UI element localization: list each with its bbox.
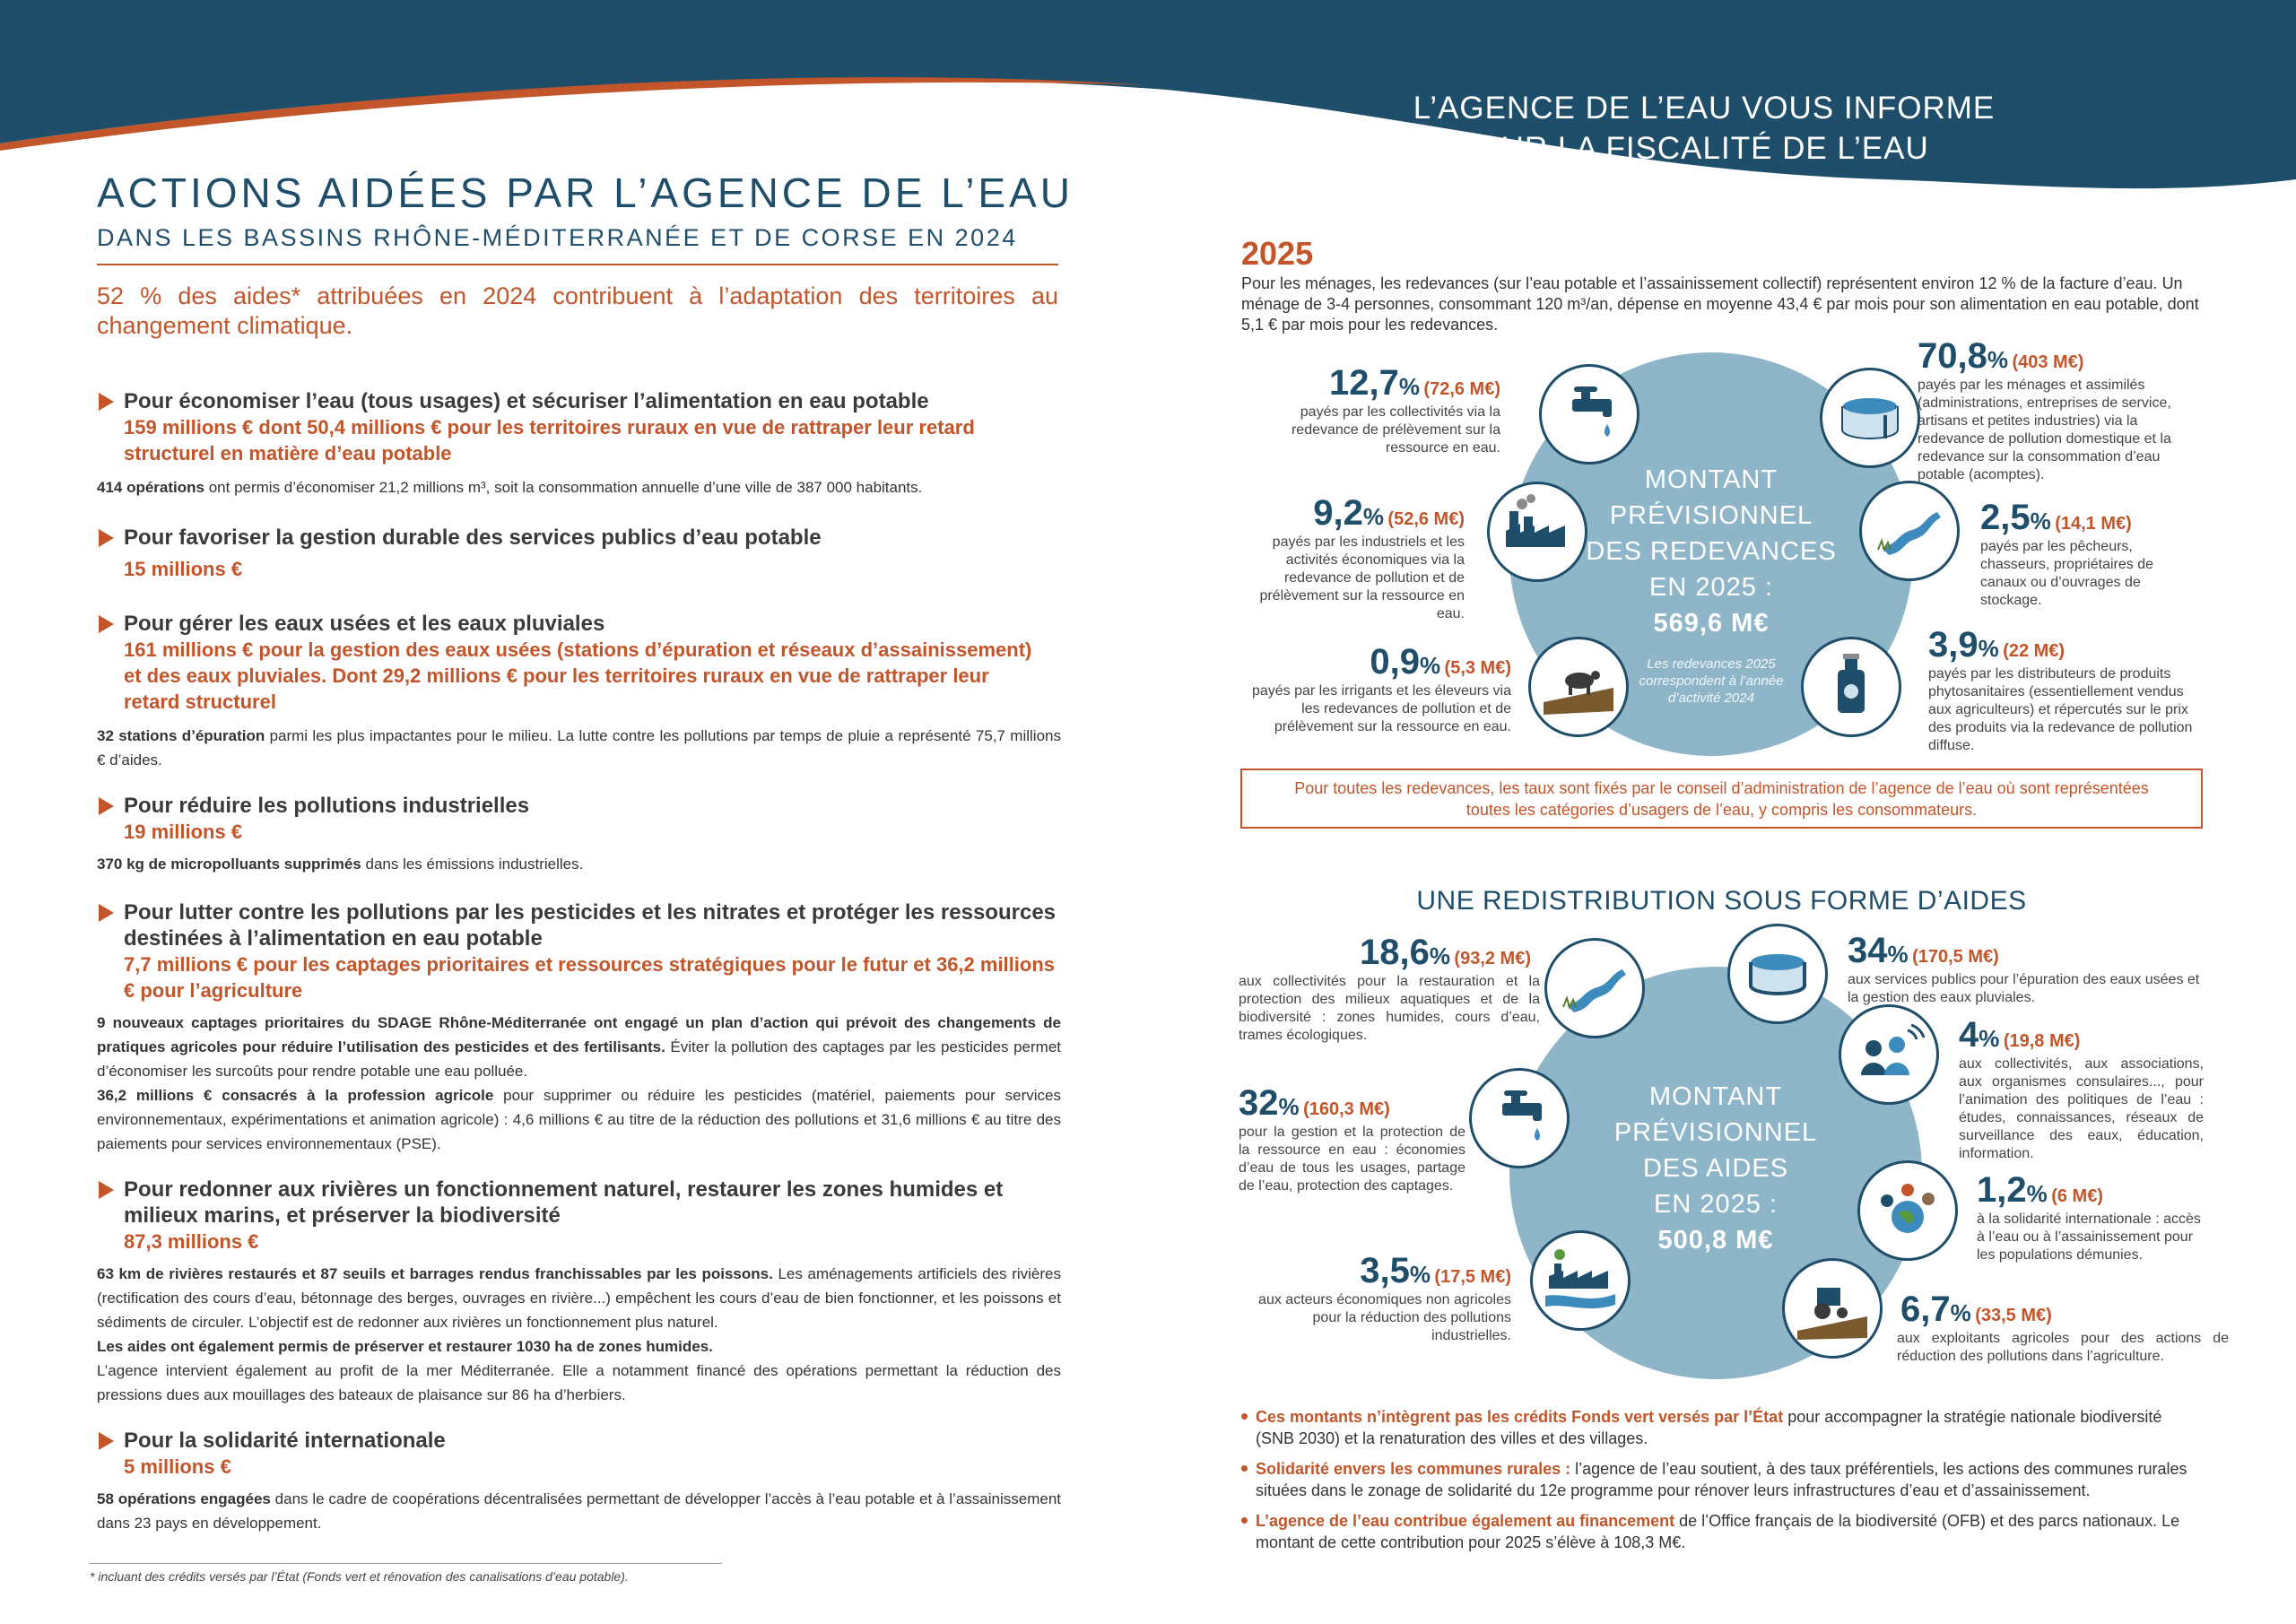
aide-agriculture: 6,7% (33,5 M€) aux exploitants agricoles pour des actions de réduction des pollutions dans l’agriculture. [1897,1290,2229,1364]
water-tank-icon [1820,368,1920,468]
aide-solidarite: 1,2% (6 M€) à la solidarité internationale : accès à l’eau ou à l’assainissement pour les populations démunies. [1977,1170,2201,1263]
factory-icon [1530,1230,1631,1331]
section-title: Pour réduire les pollutions industrielles [97,793,1061,819]
tap-icon [1469,1068,1570,1168]
section-title: Pour économiser l’eau (tous usages) et sécuriser l’alimentation en eau potable [97,388,1061,414]
section-title: Pour favoriser la gestion durable des services publics d’eau potable [97,525,1061,551]
section-water-saving [97,388,1061,499]
title-divider [97,264,1058,265]
section-title: Pour gérer les eaux usées et les eaux pluviales [97,611,1061,637]
pesticide-bottle-icon [1801,637,1901,737]
section-title: Pour lutter contre les pollutions par les pesticides et les nitrates et protéger les ressources destinées à l’alimentation en eau potable [97,899,1061,951]
section-title: Pour la solidarité internationale [97,1428,1061,1454]
section-amount: 7,7 millions € pour les captages prioritaires et ressources stratégiques pour le futur et 36,2 millions € pour l’agriculture [124,953,1056,1002]
notes-list [1241,1406,2203,1553]
banner-title [1309,88,2099,169]
section-international [97,1428,1061,1535]
section-body: 58 opérations engagées dans le cadre de coopérations décentralisées permettant de développer l’accès à l’eau potable et à l’assainissement dans 23 pays en développement. [97,1490,1061,1532]
redevance-collectivites: 12,7% (72,6 M€) payés par les collectivités via la redevance de prélèvement sur la ressource en eau. [1291,363,1500,456]
section-wastewater [97,611,1061,772]
section-public-services [97,525,1061,582]
cow-field-icon [1528,637,1629,737]
water-tank-icon [1727,924,1828,1024]
river-icon [1859,481,1960,581]
year-heading: 2025 [1241,235,1314,272]
bubble-title: MONTANT PRÉVISIONNEL DES AIDES EN 2025 : 500,8 M€ [1613,1082,1818,1255]
river-icon [1544,938,1645,1038]
globe-people-icon [1857,1160,1958,1261]
section-pesticides [97,899,1061,1156]
section-amount: 161 millions € pour la gestion des eaux usées (stations d’épuration et réseaux d’assainissement) et des eaux pluviales. Dont 29,2 millions € pour les territoires ruraux en vue de rattraper leur retard structurel [124,638,1032,713]
tap-icon [1539,364,1639,465]
banner-line-2: SUR LA FISCALITÉ DE L’EAU [1479,131,1929,166]
footnote-divider [90,1563,722,1564]
section-body: 32 stations d’épuration parmi les plus impactantes pour le milieu. La lutte contre les pollutions par temps de pluie a représenté 75,7 millions € d’aides. [97,727,1061,769]
tractor-icon [1782,1258,1883,1359]
aide-epuration: 34% (170,5 M€) aux services publics pour l’épuration des eaux usées et la gestion des eaux pluviales. [1848,931,2200,1005]
intro-text: 52 % des aides* attribuées en 2024 contribuent à l’adaptation des territoires au changement climatique. [97,282,1058,339]
redistribution-title: UNE REDISTRIBUTION SOUS FORME D’AIDES [1416,886,2027,916]
section-amount: 87,3 millions € [124,1230,259,1253]
section-title: Pour redonner aux rivières un fonctionnement naturel, restaurer les zones humides et milieux marins, et préserver la biodiversité [97,1177,1061,1229]
footnote: * incluant des crédits versés par l’État (Fonds vert et rénovation des canalisations d’eau potable). [90,1569,629,1584]
section-amount: 19 millions € [124,821,243,843]
aide-milieux: 18,6% (93,2 M€) aux collectivités pour la restauration et la protection des milieux aquatiques et de la biodiversité : zones humides, cours d’eau, trames écologiques. [1239,933,1540,1043]
list-item: Solidarité envers les communes rurales : l’agence de l’eau soutient, à des taux préférentiels, les actions des communes rurales situées dans le zonage de solidarité du 12e programme pour rénover leurs infrastructures d’eau et d’assainissement. [1241,1458,2203,1501]
redevance-phytosanitaires: 3,9% (22 M€) payés par les distributeurs de produits phytosanitaires (essentiellement vendus aux agriculteurs) et répercutés sur le prix des produits via la redevance de pollution diffuse. [1928,625,2193,753]
rates-notice: Pour toutes les redevances, les taux sont fixés par le conseil d’administration de l’agence de l’eau où sont représentées toutes les catégories d’usagers de l’eau, y compris les consommateurs. [1240,769,2203,829]
factory-icon [1487,482,1587,582]
aide-industrie: 3,5% (17,5 M€) aux acteurs économiques non agricoles pour la réduction des pollutions industrielles. [1258,1251,1511,1343]
section-body: 9 nouveaux captages prioritaires du SDAGE Rhône-Méditerranée ont engagé un plan d’action qui prévoit des changements de pratiques agricoles pour réduire l’utilisation des pesticides et des fertilisants. Éviter la pollution des captages par les pesticides permet d’économiser les surcoûts pour rendre potable une eau polluée. 36,2 millions € consacrés à la profession agricole pour supprimer ou réduire les pesticides (matériel, paiements pour services environnementaux, expérimentations et animation agricole) : 4,6 millions € au titre de la réduction des pollutions et 31,6 millions € au titre des paiements pour services environnementaux (PSE). [97,1014,1062,1152]
page-subtitle: DANS LES BASSINS RHÔNE-MÉDITERRANÉE ET DE CORSE EN 2024 [97,224,1018,251]
aide-animation: 4% (19,8 M€) aux collectivités, aux associations, aux organismes consulaires..., pour l’animation des politiques de l’eau : études, connaissances, réseaux de surveillance des eaux, éducation, information. [1959,1015,2204,1161]
section-body: 370 kg de micropolluants supprimés dans les émissions industrielles. [97,855,584,873]
bubble-title: MONTANT PRÉVISIONNEL DES REDEVANCES EN 2025 : 569,6 M€ [1586,465,1837,638]
section-industrial [97,793,1061,876]
section-body: 414 opérations ont permis d’économiser 21,2 millions m³, soit la consommation annuelle d’une ville de 387 000 habitants. [97,479,923,496]
section-amount: 15 millions € [124,558,243,580]
section-body: 63 km de rivières restaurés et 87 seuils et barrages rendus franchissables par les poissons. Les aménagements artificiels des rivières (rectification des cours d’eau, bétonnage des berges, ouvrages en rivière...) empêchent les cours d’eau de bien fonctionner, et les poissons et sédiments de circuler. L’objectif est de redonner aux rivières un fonctionnement plus naturel. Les aides ont également permis de préserver et restaurer 1030 ha de zones humides. L’agence intervient également au profit de la mer Méditerranée. Elle a notamment financé des opérations permettant la réduction des pressions dues aux mouillages des bateaux de plaisance sur 86 ha d’herbiers. [97,1265,1061,1403]
list-item: L’agence de l’eau contribue également au financement de l’Office français de la biodiversité (OFB) et des parcs nationaux. Le montant de cette contribution pour 2025 s’élève à 108,3 M€. [1241,1510,2203,1553]
bubble-note: Les redevances 2025 correspondent à l’année d’activité 2024 [1639,656,1784,706]
list-item: Ces montants n’intègrent pas les crédits Fonds vert versés par l’État pour accompagner la stratégie nationale biodiversité (SNB 2030) et la renaturation des villes et des villages. [1241,1406,2203,1449]
aide-ressource: 32% (160,3 M€) pour la gestion et la protection de la ressource en eau : économies d’eau de tous les usages, partage de l’eau, protection des captages. [1239,1083,1465,1194]
section-amount: 159 millions € dont 50,4 millions € pour les territoires ruraux en vue de rattraper leur retard structurel en matière d’eau potable [124,416,975,465]
year-intro: Pour les ménages, les redevances (sur l’eau potable et l’assainissement collectif) représentent environ 12 % de la facture d’eau. Un ménage de 3-4 personnes, consommant 120 m³/an, dépense en moyenne 43,4 € par mois pour son alimentation en eau potable, dont 5,1 € par mois pour les redevances. [1241,274,2199,334]
page-title: ACTIONS AIDÉES PAR L’AGENCE DE L’EAU [97,169,1074,216]
section-biodiversity [97,1177,1061,1407]
redevance-irrigants: 0,9% (5,3 M€) payés par les irrigants et les éleveurs via les redevances de pollution et de prélèvement sur la ressource en eau. [1251,642,1511,734]
redevance-pecheurs: 2,5% (14,1 M€) payés par les pêcheurs, chasseurs, propriétaires de canaux ou d’ouvrages de stockage. [1980,498,2153,608]
section-amount: 5 millions € [124,1455,231,1478]
redevance-industriels: 9,2% (52,6 M€) payés par les industriels et les activités économiques via la redevance de pollution et de prélèvement sur la ressource en eau. [1259,493,1465,621]
people-icon [1839,1004,1939,1105]
banner-line-1: L’AGENCE DE L’EAU VOUS INFORME [1413,91,1996,126]
redevance-menages: 70,8% (403 M€) payés par les ménages et assimilés (administrations, entreprises de service, artisans et petites industries) via la redevance de pollution domestique et la redevance sur la consommation d’eau potable (acomptes). [1918,336,2171,482]
